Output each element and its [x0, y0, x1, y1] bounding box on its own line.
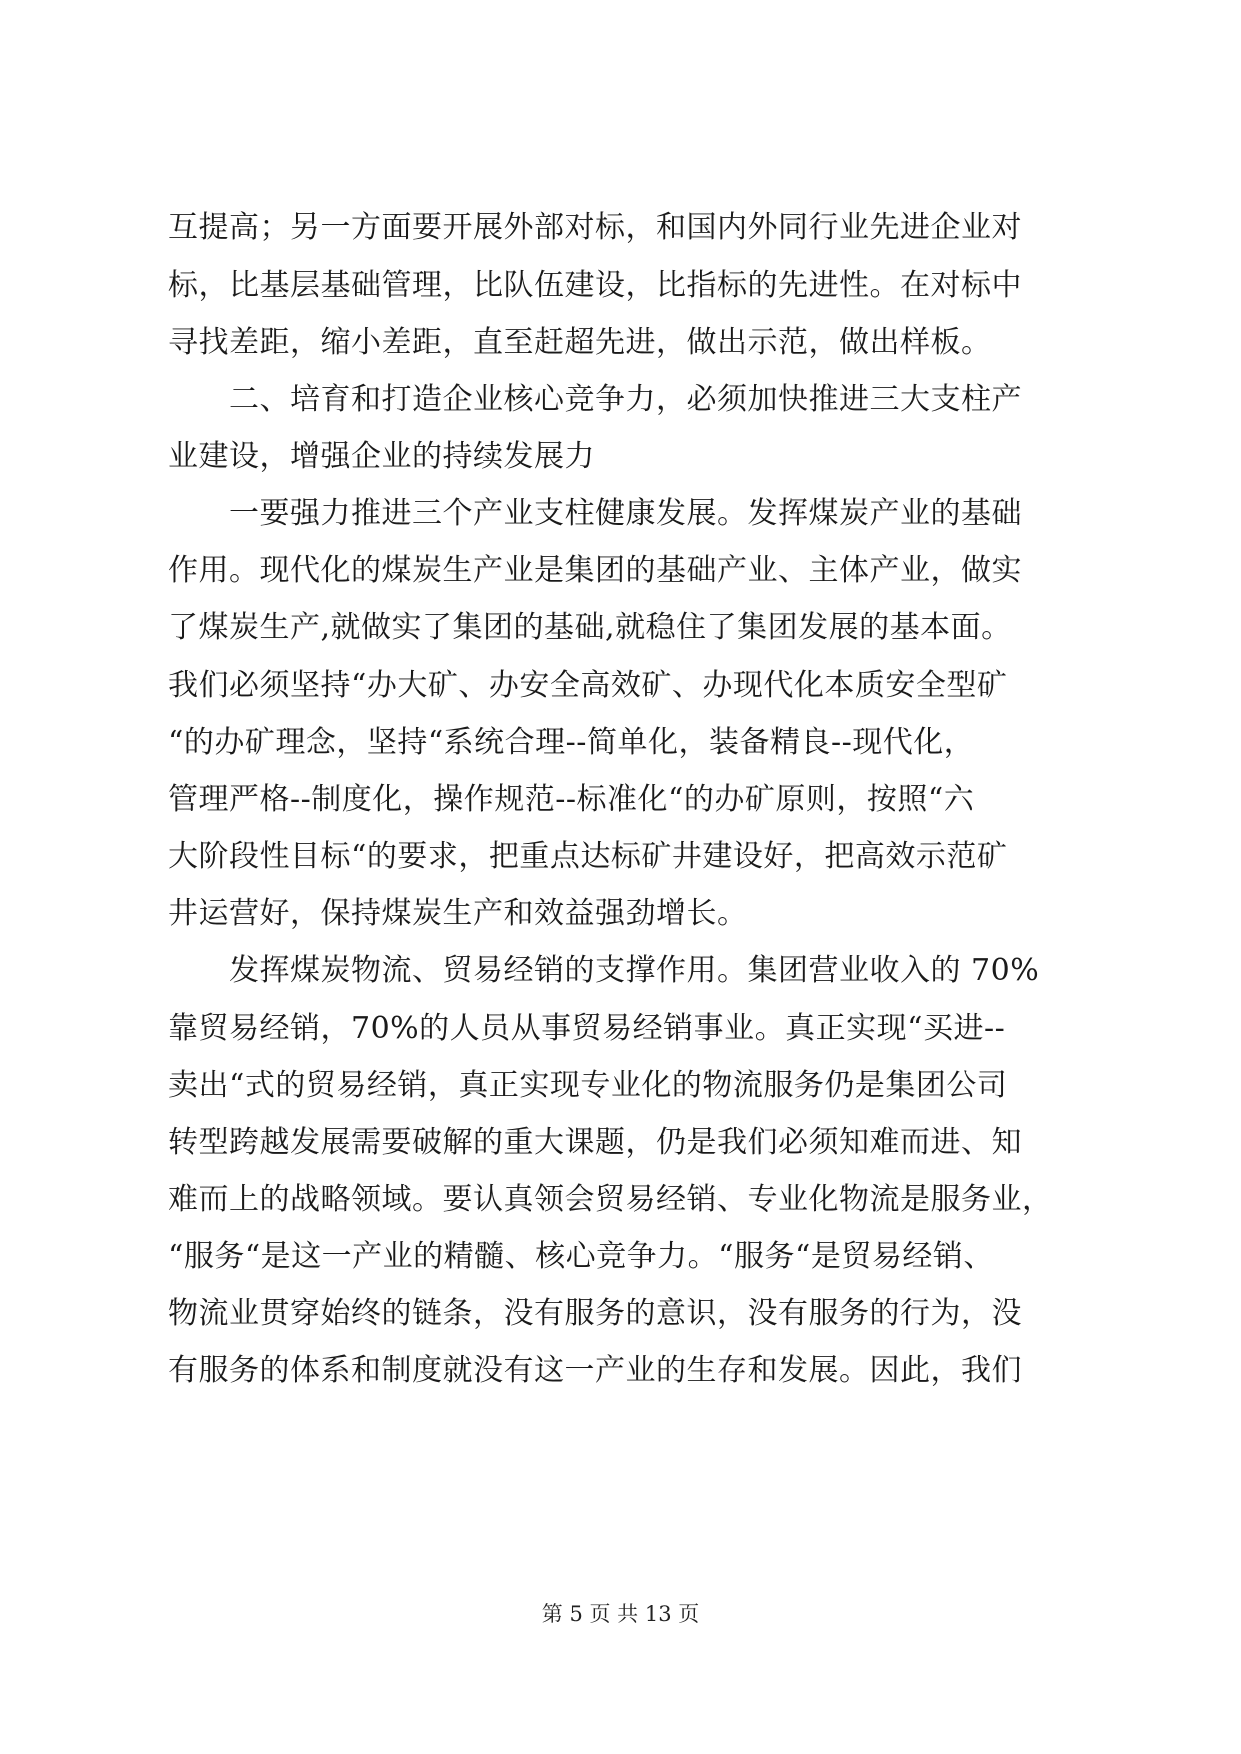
text-line: 一要强力推进三个产业支柱健康发展。发挥煤炭产业的基础 [168, 496, 1022, 531]
text-line: 寻找差距，缩小差距，直至赶超先进，做出示范，做出样板。 [168, 325, 992, 360]
text-line: 物流业贯穿始终的链条，没有服务的意识，没有服务的行为，没 [168, 1296, 1022, 1331]
text-line: 我们必须坚持“办大矿、办安全高效矿、办现代化本质安全型矿 [168, 668, 1008, 703]
text-line: 卖出“式的贸易经销，真正实现专业化的物流服务仍是集团公司 [168, 1068, 1008, 1103]
page-number-footer: 第 5 页 共 13 页 [541, 1602, 700, 1626]
text-line: 了煤炭生产,就做实了集团的基础,就稳住了集团发展的基本面。 [168, 610, 1012, 645]
text-line: 井运营好，保持煤炭生产和效益强劲增长。 [168, 896, 748, 931]
section-heading-line: 二、培育和打造企业核心竞争力，必须加快推进三大支柱产 [168, 382, 1022, 417]
text-line: 发挥煤炭物流、贸易经销的支撑作用。集团营业收入的 70% [168, 953, 1040, 988]
text-line: 管理严格--制度化，操作规范--标准化“的办矿原则，按照“六 [168, 782, 975, 817]
text-line: “服务“是这一产业的精髓、核心竞争力。“服务“是贸易经销、 [168, 1239, 994, 1274]
text-line: 互提高；另一方面要开展外部对标，和国内外同行业先进企业对 [168, 210, 1022, 245]
text-line: 标，比基层基础管理，比队伍建设，比指标的先进性。在对标中 [168, 268, 1022, 303]
text-line: 有服务的体系和制度就没有这一产业的生存和发展。因此，我们 [168, 1353, 1022, 1388]
text-line: 转型跨越发展需要破解的重大课题，仍是我们必须知难而进、知 [168, 1125, 1022, 1160]
text-line: 作用。现代化的煤炭生产业是集团的基础产业、主体产业，做实 [168, 553, 1022, 588]
text-line: 难而上的战略领域。要认真领会贸易经销、专业化物流是服务业， [168, 1182, 1053, 1217]
text-line: 靠贸易经销，70%的人员从事贸易经销事业。真正实现“买进-- [168, 1011, 1006, 1046]
text-line: 大阶段性目标“的要求，把重点达标矿井建设好，把高效示范矿 [168, 839, 1008, 874]
text-line: “的办矿理念，坚持“系统合理--简单化，装备精良--现代化， [168, 725, 975, 760]
section-heading-line: 业建设，增强企业的持续发展力 [168, 439, 595, 474]
